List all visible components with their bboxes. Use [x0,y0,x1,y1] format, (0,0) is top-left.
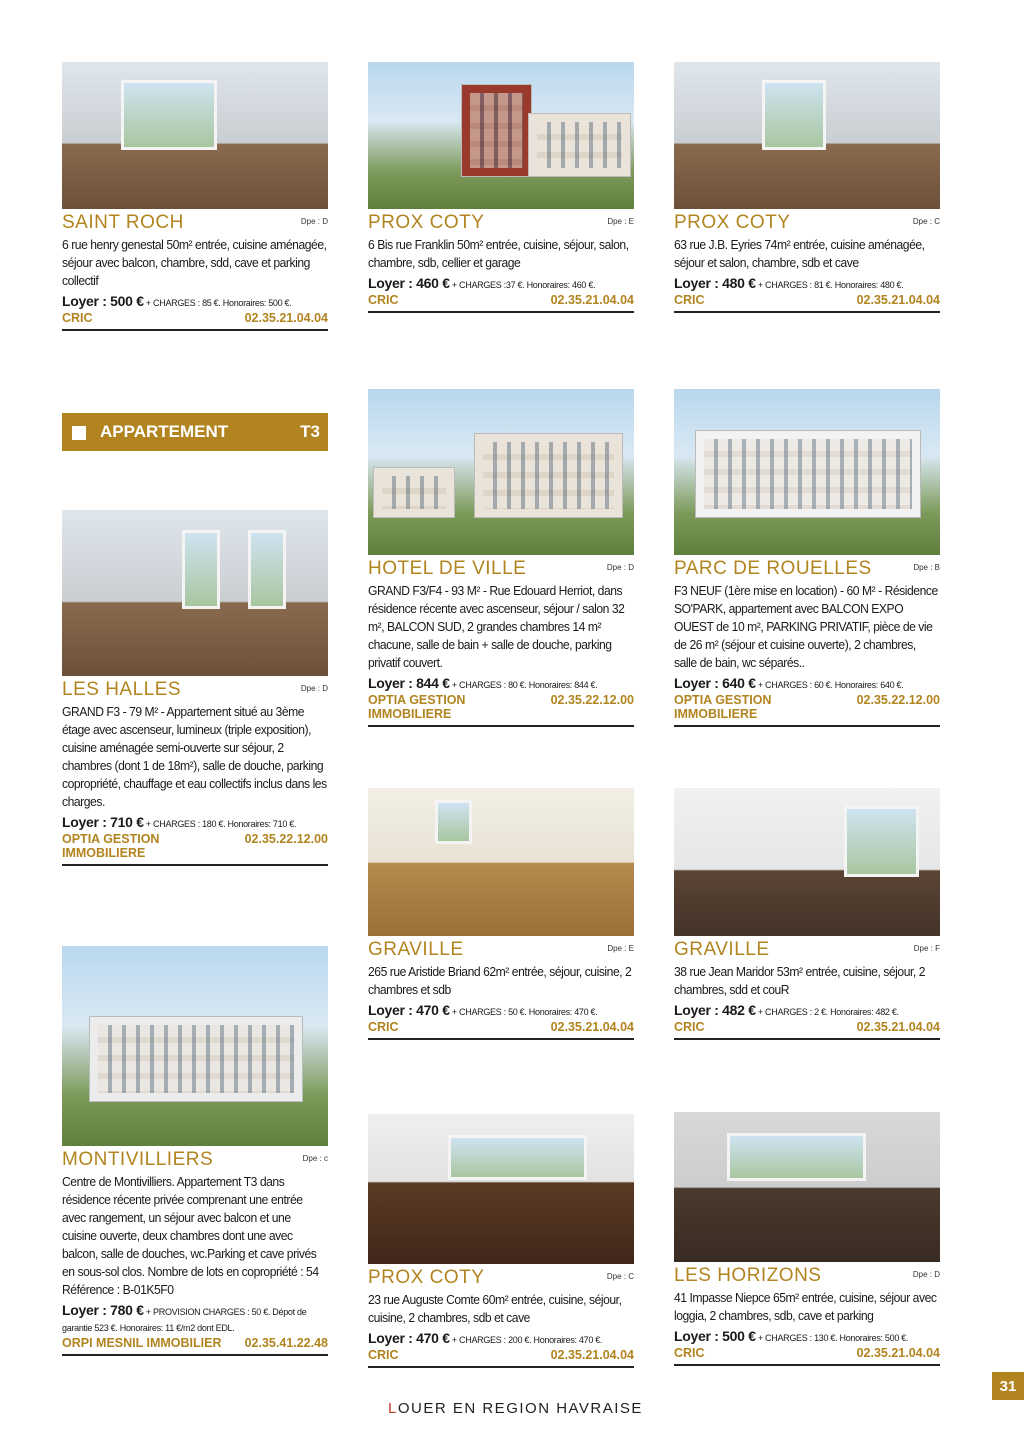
listing-photo [674,62,940,209]
listing-agency: OPTIA GESTION IMMOBILIERE 02.35.22.12.00 [674,693,940,727]
banner-type: T3 [300,422,320,441]
section-banner [62,413,328,451]
listing-price: Loyer : 640 € + CHARGES : 60 €. Honoraires: 640 €. [674,675,904,691]
listing-description: 63 rue J.B. Eyries 74m² entrée, cuisine aménagée, séjour et salon, chambre, sdb et cave [674,237,925,270]
listing-description: 38 rue Jean Maridor 53m² entrée, cuisine, séjour, 2 chambres, sdd et couR [674,964,926,997]
listing-photo [368,389,634,555]
agency-phone: 02.35.22.12.00 [244,832,328,846]
listing-description: F3 NEUF (1ère mise en location) - 60 M² - Résidence SO'PARK, appartement avec BALCON EXPO OUEST de 10 m², PARKING PRIVATIF, pièce de vie de 26 m² (séjour et cuisine ouverte), 2 chambres, salle de bain, wc séparés.. [674,583,938,670]
listing-photo [62,510,328,676]
agency-phone: 02.35.22.12.00 [856,693,940,707]
listing-location: PROX COTY [368,1267,485,1288]
listing-location: PROX COTY [368,212,485,233]
listing-location: LES HORIZONS [674,1265,822,1286]
listing-description: 23 rue Auguste Comte 60m² entrée, cuisine, séjour, cuisine, 2 chambres, sdb et cave [368,1292,622,1325]
dpe-rating: Dpe : E [607,217,634,226]
listing-agency: CRIC 02.35.21.04.04 [674,1020,940,1040]
listing-price: Loyer : 470 € + CHARGES : 200 €. Honoraires: 470 €. [368,1330,603,1346]
agency-phone: 02.35.22.12.00 [550,693,634,707]
listing-les-halles [62,510,328,866]
dpe-rating: Dpe : F [913,944,940,953]
dpe-rating: Dpe : D [300,217,328,226]
dpe-rating: Dpe : D [912,1270,940,1279]
listing-agency: CRIC 02.35.21.04.04 [368,293,634,313]
listing-agency: ORPI MESNIL IMMOBILIER 02.35.41.22.48 [62,1336,328,1356]
listing-parc-de-rouelles [674,389,940,727]
listing-description: 41 Impasse Niepce 65m² entrée, cuisine, séjour avec loggia, 2 chambres, sdb, cave et parking [674,1290,937,1323]
dpe-rating: Dpe : c [302,1154,328,1163]
agency-phone: 02.35.21.04.04 [856,293,940,307]
listing-photo [368,788,634,936]
listing-agency: CRIC 02.35.21.04.04 [62,311,328,331]
listing-agency: CRIC 02.35.21.04.04 [368,1020,634,1040]
listing-photo [368,1114,634,1264]
listing-hotel-de-ville [368,389,634,727]
listing-price: Loyer : 470 € + CHARGES : 50 €. Honoraires: 470 €. [368,1002,598,1018]
agency-phone: 02.35.21.04.04 [856,1020,940,1034]
listing-location: PROX COTY [674,212,791,233]
listing-location: SAINT ROCH [62,212,184,233]
listing-price: Loyer : 460 € + CHARGES :37 €. Honoraires: 460 €. [368,275,596,291]
listing-agency: CRIC 02.35.21.04.04 [674,293,940,313]
listing-prox-coty-3 [368,1114,634,1368]
banner-label: APPARTEMENT [100,422,229,441]
agency-phone: 02.35.21.04.04 [550,1348,634,1362]
listing-location: LES HALLES [62,679,182,700]
listing-description: GRAND F3 - 79 M² - Appartement situé au 3ème étage avec ascenseur, lumineux (triple exposition), cuisine aménagée semi-ouverte sur séjour, 2 chambres (dont 1 de 18m²), salle de douche, parking copropriété, chauffage et eau collectifs inclus dans les charges. [62,704,327,809]
dpe-rating: Dpe : D [300,684,328,693]
listing-price: Loyer : 710 € + CHARGES : 180 €. Honoraires: 710 €. [62,814,297,830]
listing-price: Loyer : 844 € + CHARGES : 80 €. Honoraires: 844 €. [368,675,598,691]
listing-saint-roch [62,62,328,331]
listing-location: GRAVILLE [368,939,464,960]
listing-montivilliers [62,946,328,1356]
listing-photo [674,389,940,555]
page-number: 31 [992,1372,1024,1400]
listing-description: 6 rue henry genestal 50m² entrée, cuisine aménagée, séjour avec balcon, chambre, sdd, cave et parking collectif [62,237,327,288]
footer-title: LOUER EN REGION HAVRAISE [388,1400,643,1417]
dpe-rating: Dpe : B [913,563,940,572]
listing-description: Centre de Montivilliers. Appartement T3 dans résidence récente privée comprenant une entrée avec rangement, un séjour avec balcon et une cuisine ouverte, deux chambres dont une avec balcon, salle de douches, wc.Parking et cave privés en sous-sol clos. Nombre de lots en copropriété : 54 Référence : B-01K5F0 [62,1174,319,1297]
agency-phone: 02.35.21.04.04 [856,1346,940,1360]
listing-photo [62,62,328,209]
agency-phone: 02.35.21.04.04 [244,311,328,325]
listing-price: Loyer : 500 € + CHARGES : 85 €. Honoraires: 500 €. [62,293,292,309]
listing-agency: OPTIA GESTION IMMOBILIERE 02.35.22.12.00 [368,693,634,727]
listing-graville-1 [368,788,634,1040]
agency-phone: 02.35.41.22.48 [244,1336,328,1350]
listing-price: Loyer : 480 € + CHARGES : 81 €. Honoraires: 480 €. [674,275,904,291]
listing-price: Loyer : 482 € + CHARGES : 2 €. Honoraires: 482 €. [674,1002,899,1018]
listing-location: MONTIVILLIERS [62,1149,214,1170]
listing-agency: CRIC 02.35.21.04.04 [368,1348,634,1368]
listing-location: PARC DE ROUELLES [674,558,872,579]
listing-agency: OPTIA GESTION IMMOBILIERE 02.35.22.12.00 [62,832,328,866]
listing-price: Loyer : 780 € + PROVISION CHARGES : 50 €. Dépot de garantie 523 €. Honoraires: 11 €/m2 dont EDL. [62,1302,307,1333]
listing-photo [674,788,940,936]
listing-prox-coty-2 [674,62,940,313]
dpe-rating: Dpe : C [606,1272,634,1281]
listing-prox-coty-1 [368,62,634,313]
listing-agency: CRIC 02.35.21.04.04 [674,1346,940,1366]
listing-photo [368,62,634,209]
listing-location: HOTEL DE VILLE [368,558,527,579]
square-icon [72,426,86,440]
dpe-rating: Dpe : D [606,563,634,572]
listing-description: GRAND F3/F4 - 93 M² - Rue Edouard Herriot, dans résidence récente avec ascenseur, séjour / salon 32 m², BALCON SUD, 2 grandes chambres 14 m² chacune, salle de bain + salle de douche, parking privatif couvert. [368,583,625,670]
agency-phone: 02.35.21.04.04 [550,293,634,307]
listing-photo [62,946,328,1146]
agency-phone: 02.35.21.04.04 [550,1020,634,1034]
dpe-rating: Dpe : C [912,217,940,226]
listing-price: Loyer : 500 € + CHARGES : 130 €. Honoraires: 500 €. [674,1328,909,1344]
listing-graville-2 [674,788,940,1040]
dpe-rating: Dpe : E [607,944,634,953]
listing-description: 6 Bis rue Franklin 50m² entrée, cuisine, séjour, salon, chambre, sdb, cellier et garage [368,237,629,270]
listing-location: GRAVILLE [674,939,770,960]
listing-les-horizons [674,1112,940,1366]
listing-photo [674,1112,940,1262]
listing-description: 265 rue Aristide Briand 62m² entrée, séjour, cuisine, 2 chambres et sdb [368,964,632,997]
